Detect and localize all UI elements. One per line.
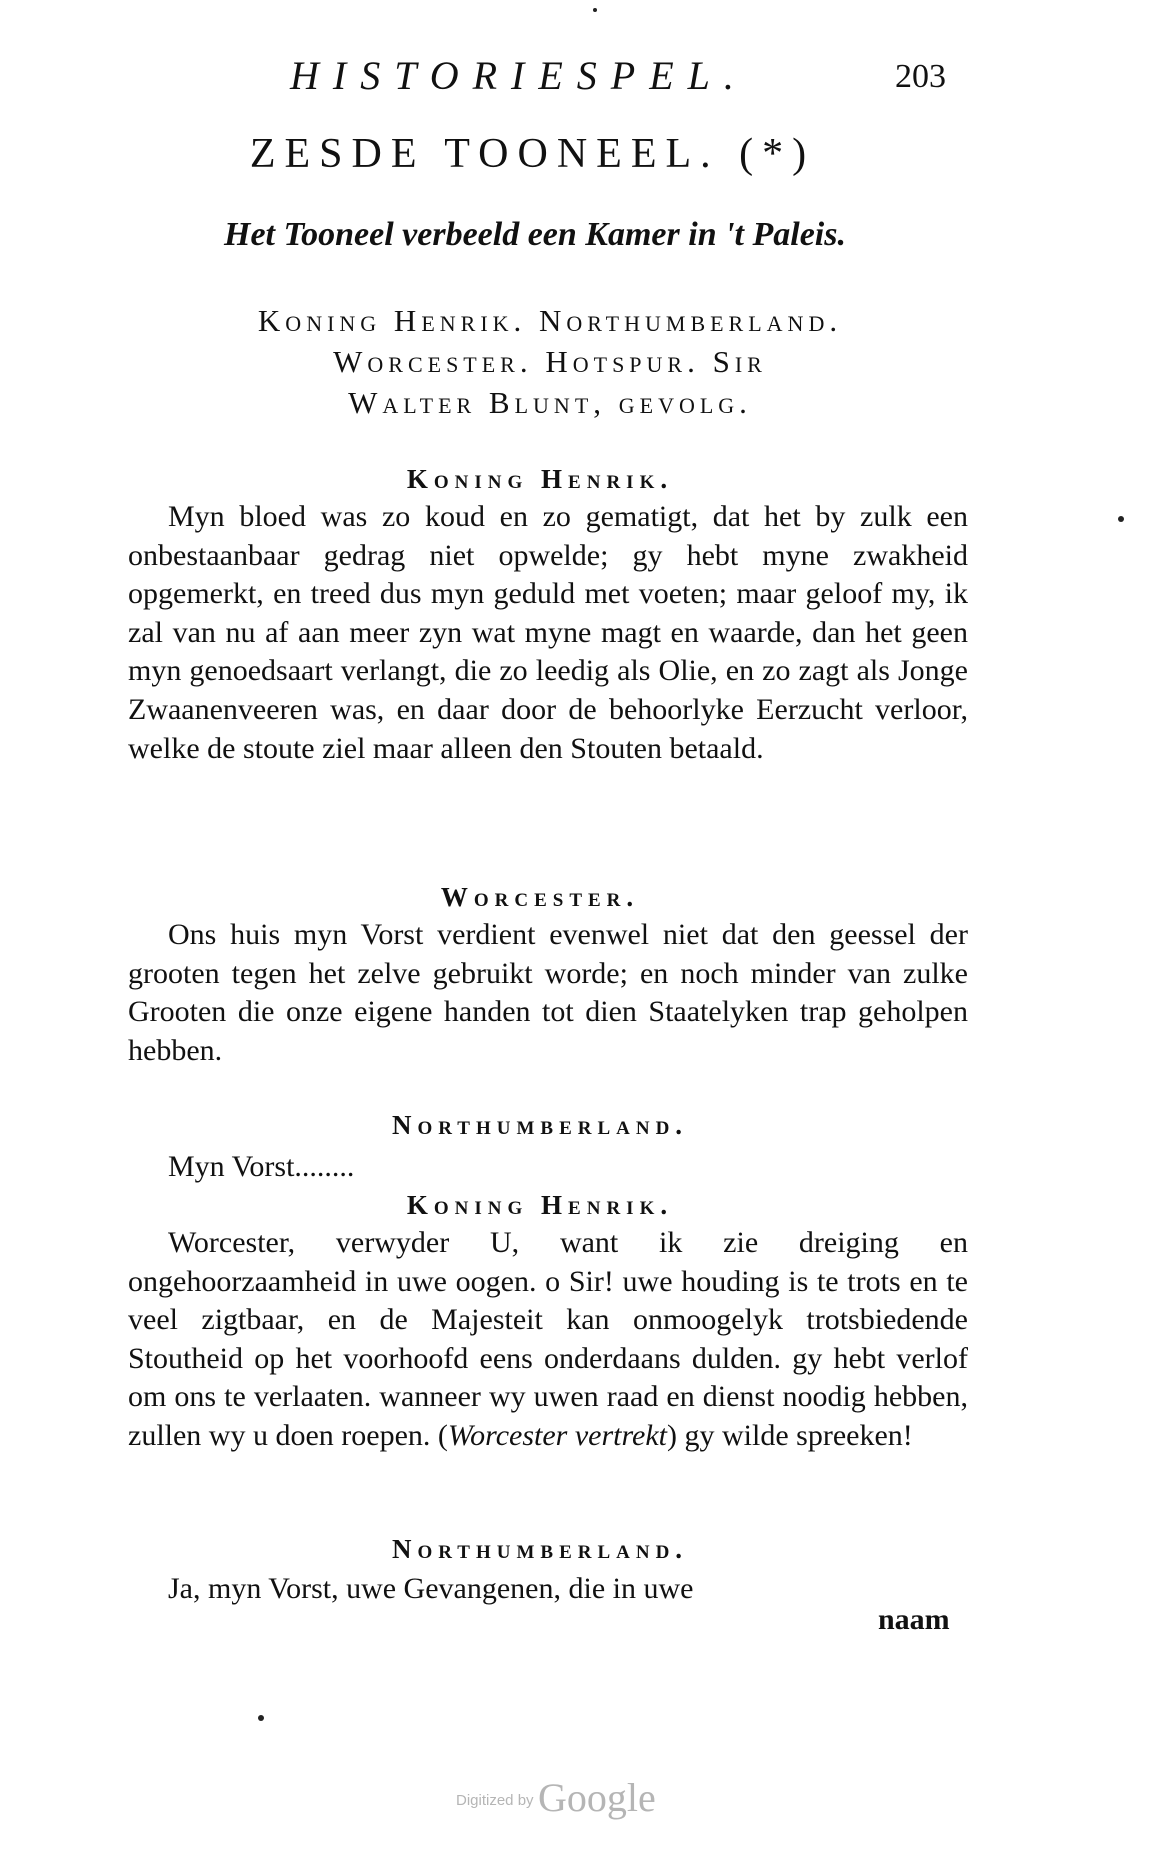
ink-speck: [593, 8, 597, 12]
speech-text: Myn bloed was zo koud en zo gematigt, dat het by zulk een onbestaanbaar gedrag niet opwelde; gy hebt myne zwakheid opgemerkt, en treed dus myn geduld met voeten; maar geloof my, ik zal van nu af aan meer zyn wat myne magt en waarde, dan het geen myn genoedsaart verlangt, die zo leedig als Olie, en zo zagt als Jonge Zwaanenveeren was, en daar door de behoorlyke Eerzucht verloor, welke de stoute ziel maar alleen den Stouten betaald.: [128, 500, 968, 765]
ink-speck: [1118, 516, 1124, 522]
speaker-heading: Northumberland.: [391, 1534, 689, 1564]
speaker-heading: Koning Henrik.: [406, 1190, 674, 1220]
cast-line: Koning Henrik. Northumberland.: [257, 303, 843, 338]
page-number: 203: [895, 58, 946, 95]
digitization-watermark: [456, 1774, 656, 1821]
scene-setting: Het Tooneel verbeeld een Kamer in 't Paleis.: [224, 216, 846, 253]
speech-text: [128, 1224, 968, 1456]
speech-text-part: Worcester, verwyder U, want ik zie dreiging en ongehoorzaamheid in uwe oogen. o Sir! uwe houding is te trots en te veel zigtbaar, en de Majesteit kan onmoogelyk trotsbiedende Stoutheid op het voorhoofd eens onderdaans dulden. gy hebt verlof om ons te verlaaten. wanneer wy uwen raad en dienst noodig hebben, zullen wy u doen roepen. (: [128, 1226, 968, 1452]
cast-line: Walter Blunt, gevolg.: [348, 385, 752, 420]
catchword: naam: [878, 1603, 950, 1636]
speech-text-part: ) gy wilde spreeken!: [667, 1418, 913, 1452]
speaker-heading: Worcester.: [440, 882, 640, 912]
speaker-heading: Koning Henrik.: [406, 464, 674, 494]
cast-list: [120, 300, 980, 423]
speech-text: Ons huis myn Vorst verdient evenwel niet dat den geessel der grooten tegen het zelve gebruikt worde; en noch minder van zulke Grooten die onze eigene handen tot dien Staatelyken trap geholpen hebben.: [128, 918, 968, 1067]
scene-title: ZESDE TOONEEL. (*): [249, 131, 816, 177]
speech-text: Ja, myn Vorst, uwe Gevangenen, die in uwe: [168, 1572, 694, 1605]
watermark-prefix: Digitized by: [456, 1792, 534, 1809]
speech-text: Myn Vorst........: [168, 1150, 355, 1183]
cast-line: Worcester. Hotspur. Sir: [333, 344, 767, 379]
ink-speck: [258, 1715, 264, 1721]
speaker-heading: Northumberland.: [391, 1110, 689, 1140]
google-logo: Google: [538, 1775, 656, 1820]
stage-direction: Worcester vertrekt: [447, 1418, 668, 1452]
running-head: HISTORIESPEL.: [290, 53, 748, 98]
